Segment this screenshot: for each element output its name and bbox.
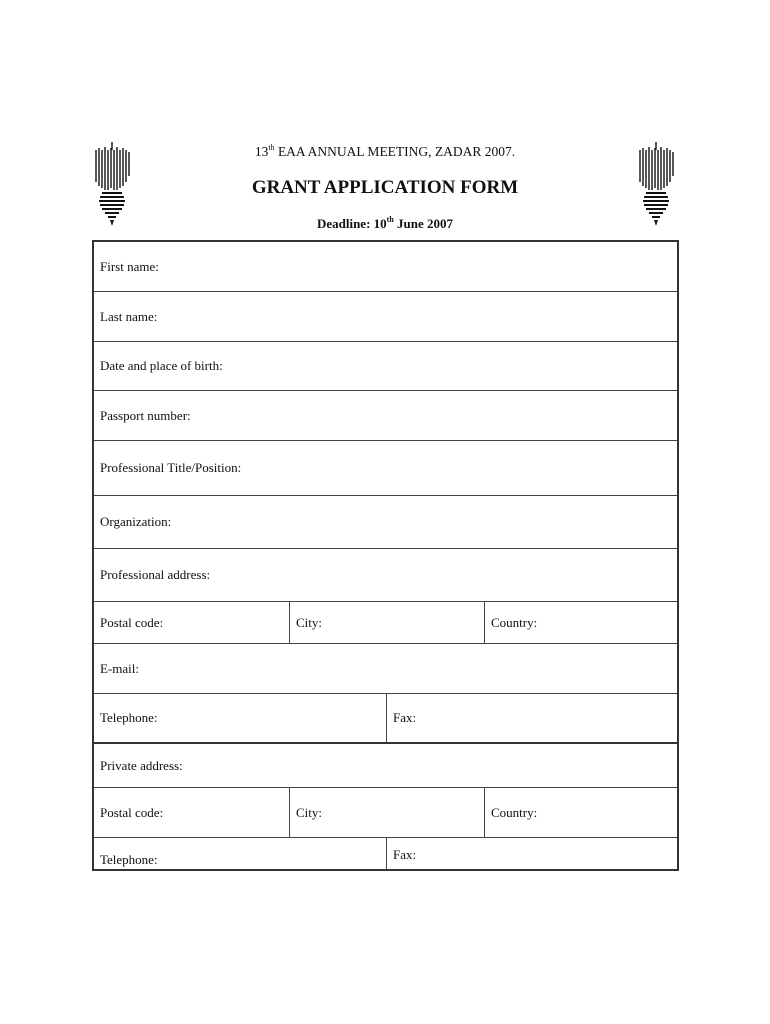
priv-fax-field[interactable] xyxy=(386,838,677,869)
prof-phone-row xyxy=(94,694,677,744)
prof-address-field[interactable] xyxy=(94,549,677,601)
prof-telephone-label: Telephone: xyxy=(100,710,158,725)
meeting-number: 13 xyxy=(254,144,269,159)
priv-city-label: City: xyxy=(296,804,323,820)
priv-telephone-label: Telephone: xyxy=(100,852,158,867)
position-field[interactable] xyxy=(94,441,677,495)
passport-row xyxy=(94,391,677,441)
email-field[interactable] xyxy=(94,644,677,693)
prof-address-row xyxy=(94,549,677,602)
prof-country-field[interactable] xyxy=(484,602,677,643)
email-label: E-mail: xyxy=(100,660,139,676)
priv-fax-label: Fax: xyxy=(393,847,417,862)
meeting-heading xyxy=(0,144,770,160)
priv-telephone-field[interactable] xyxy=(94,838,386,869)
passport-label: Passport number: xyxy=(100,407,191,423)
organization-field[interactable] xyxy=(94,496,677,548)
birth-label: Date and place of birth: xyxy=(100,358,223,373)
prof-telephone-field[interactable] xyxy=(94,694,386,742)
email-row xyxy=(94,644,677,694)
prof-address-label: Professional address: xyxy=(100,567,211,582)
first-name-label: First name: xyxy=(100,258,159,274)
prof-postal-code-field[interactable] xyxy=(94,602,289,643)
prof-city-label: City: xyxy=(296,614,323,630)
meeting-name: EAA ANNUAL MEETING, ZADAR 2007. xyxy=(274,144,516,159)
prof-city-field[interactable] xyxy=(289,602,484,643)
deadline-day-suffix: th xyxy=(386,215,394,224)
prof-postal-code-label: Postal code: xyxy=(100,614,164,630)
organization-row xyxy=(94,496,677,549)
birth-field[interactable] xyxy=(94,342,677,390)
last-name-field[interactable] xyxy=(94,292,677,341)
private-address-field[interactable] xyxy=(94,744,677,787)
deadline xyxy=(0,216,770,232)
priv-postal-code-label: Postal code: xyxy=(100,804,164,820)
prof-country-label: Country: xyxy=(491,614,538,630)
last-name-label: Last name: xyxy=(100,308,158,324)
private-address-row xyxy=(94,744,677,788)
deadline-rest: June 2007 xyxy=(393,216,454,231)
organization-label: Organization: xyxy=(100,514,172,529)
private-address-label: Private address: xyxy=(100,757,183,773)
priv-city-field[interactable] xyxy=(289,788,484,837)
prof-location-row xyxy=(94,602,677,644)
position-label: Professional Title/Position: xyxy=(100,460,242,475)
position-row xyxy=(94,441,677,496)
first-name-field[interactable] xyxy=(94,242,677,291)
prof-fax-label: Fax: xyxy=(393,710,417,725)
meeting-number-suffix: th xyxy=(268,143,275,152)
priv-phone-row xyxy=(94,838,677,869)
prof-fax-field[interactable] xyxy=(386,694,677,742)
application-form xyxy=(92,240,679,871)
form-title: GRANT APPLICATION FORM xyxy=(251,177,519,198)
first-name-row xyxy=(94,242,677,292)
priv-country-label: Country: xyxy=(491,804,538,820)
priv-country-field[interactable] xyxy=(484,788,677,837)
priv-postal-code-field[interactable] xyxy=(94,788,289,837)
deadline-prefix: Deadline: 10 xyxy=(316,216,387,231)
birth-row xyxy=(94,342,677,391)
priv-location-row xyxy=(94,788,677,838)
last-name-row xyxy=(94,292,677,342)
passport-field[interactable] xyxy=(94,391,677,440)
